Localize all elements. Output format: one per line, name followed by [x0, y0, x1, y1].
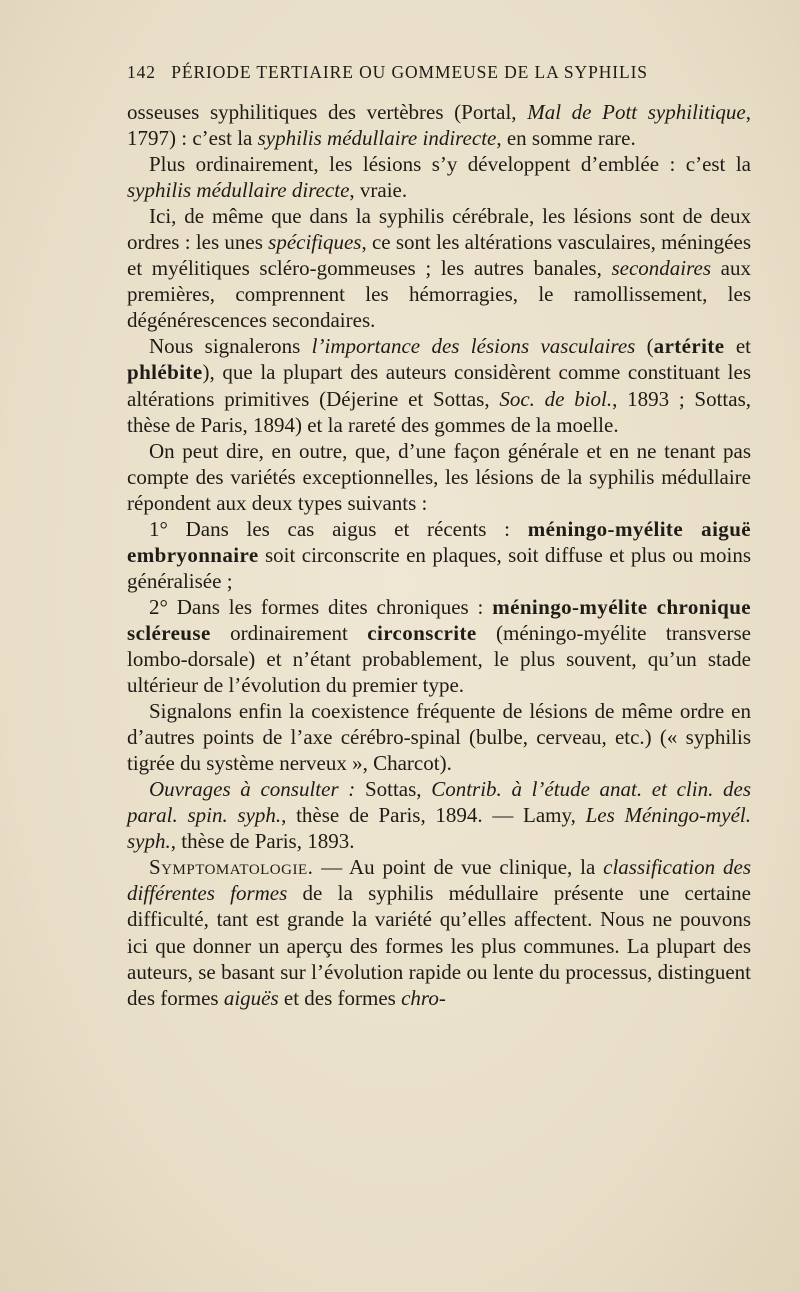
- text-run: , thèse de Paris, 1894. — Lamy,: [281, 803, 586, 828]
- italic-term: l’importance des lésions vasculaires: [311, 334, 636, 359]
- paragraph-9-references: [127, 776, 751, 854]
- text-run: Plus ordinairement, les lésions s’y développent d’emblée : c’est la: [149, 152, 751, 177]
- italic-term: chro-: [401, 985, 446, 1010]
- text-run: , thèse de Paris, 1893.: [170, 829, 355, 854]
- paragraph-2: [127, 151, 751, 203]
- paragraph-1: [127, 99, 751, 151]
- running-title: PÉRIODE TERTIAIRE OU GOMMEUSE DE LA SYPHILIS: [171, 62, 648, 82]
- text-run: , vraie.: [349, 178, 408, 203]
- text-run: , 1893 ; Sottas, thèse de Paris, 1894) et la rareté des gommes de la moelle.: [127, 386, 751, 437]
- text-run: ), que la plupart des auteurs considèrent comme constituant les altérations primitives (Déjerine et Sottas,: [127, 360, 751, 411]
- text-run: aux premières, comprennent les hémorragies, le ramollissement, les dégénérescences secondaires.: [127, 256, 751, 333]
- italic-term: secondaires: [611, 256, 712, 281]
- text-run: de la syphilis médullaire présente une certaine difficulté, tant est grande la variété qu’elles affectent. Nous ne pouvons ici que donner un aperçu des formes les plus communes. La plupart des auteurs, se basant sur l’évolution rapide ou lente du processus, distinguent des formes: [127, 881, 751, 1010]
- bold-term: phlébite: [127, 360, 203, 385]
- paragraph-3: [127, 203, 751, 333]
- text-run: soit circonscrite en plaques, soit diffuse et plus ou moins généralisée ;: [127, 542, 751, 593]
- text-run: Nous signalerons: [149, 334, 312, 359]
- text-run: Ici, de même que dans la syphilis cérébrale, les lésions sont de deux ordres : les unes: [127, 204, 751, 255]
- italic-term: syphilis médullaire directe: [127, 178, 350, 203]
- text-run: (méningo-myélite transverse lombo-dorsale) et n’étant probablement, le plus souvent, qu’un stade ultérieur de l’évolution du premier type.: [127, 620, 751, 698]
- text-run: , 1797) : c’est la: [127, 100, 751, 151]
- paragraph-7: [127, 594, 751, 698]
- page-number: 142: [127, 62, 156, 82]
- italic-term: syphilis médullaire indirecte: [257, 126, 497, 151]
- text-run: — Au point de vue clinique, la: [313, 855, 604, 880]
- bold-term: méningo-myélite aiguë embryonnaire: [127, 516, 752, 567]
- bold-term: circonscrite: [367, 620, 477, 645]
- text-run: , ce sont les altérations vasculaires, méningées et myélitiques scléro-gommeuses ; les autres banales,: [127, 230, 751, 281]
- text-run: 2° Dans les formes dites chroniques :: [149, 594, 493, 619]
- text-run: , en somme rare.: [496, 126, 636, 151]
- italic-citation: Contrib. à l’étude anat. et clin. des paral. spin. syph.: [127, 777, 751, 828]
- paragraph-5: On peut dire, en outre, que, d’une façon générale et en ne tenant pas compte des variétés exceptionnelles, les lésions de la syphilis médullaire répondent aux deux types suivants :: [127, 438, 751, 515]
- paragraph-8: Signalons enfin la coexistence fréquente de lésions de même ordre en d’autres points de l’axe cérébro-spinal (bulbe, cerveau, etc.) (« syphilis tigrée du système nerveux », Charcot).: [127, 699, 751, 776]
- italic-term: classification des différentes formes: [127, 855, 751, 906]
- section-heading: Symptomatologie.: [149, 855, 314, 880]
- italic-term: spécifiques: [268, 230, 362, 255]
- paragraph-10: [127, 854, 751, 1010]
- text-run: ordinairement: [210, 620, 368, 645]
- text-run: Sottas,: [355, 777, 432, 802]
- bold-term: méningo-myélite chronique scléreuse: [127, 594, 751, 645]
- italic-term: aiguës: [223, 985, 279, 1010]
- text-run: 1° Dans les cas aigus et récents :: [149, 516, 528, 541]
- text-run: (: [635, 334, 654, 359]
- running-header: [127, 62, 754, 83]
- paragraph-4: [127, 333, 751, 437]
- text-run: et des formes: [278, 985, 402, 1010]
- paragraph-6: [127, 516, 751, 594]
- italic-citation: Les Méningo-myél. syph.: [127, 803, 751, 854]
- text-run: osseuses syphilitiques des vertèbres (Portal,: [127, 100, 528, 124]
- text-run: et: [724, 334, 751, 359]
- italic-title: Mal de Pott syphilitique: [527, 100, 746, 124]
- italic-heading: Ouvrages à consulter :: [149, 777, 356, 802]
- italic-citation: Soc. de biol.: [499, 386, 613, 411]
- bold-term: artérite: [653, 334, 725, 359]
- body-text: [127, 99, 751, 1011]
